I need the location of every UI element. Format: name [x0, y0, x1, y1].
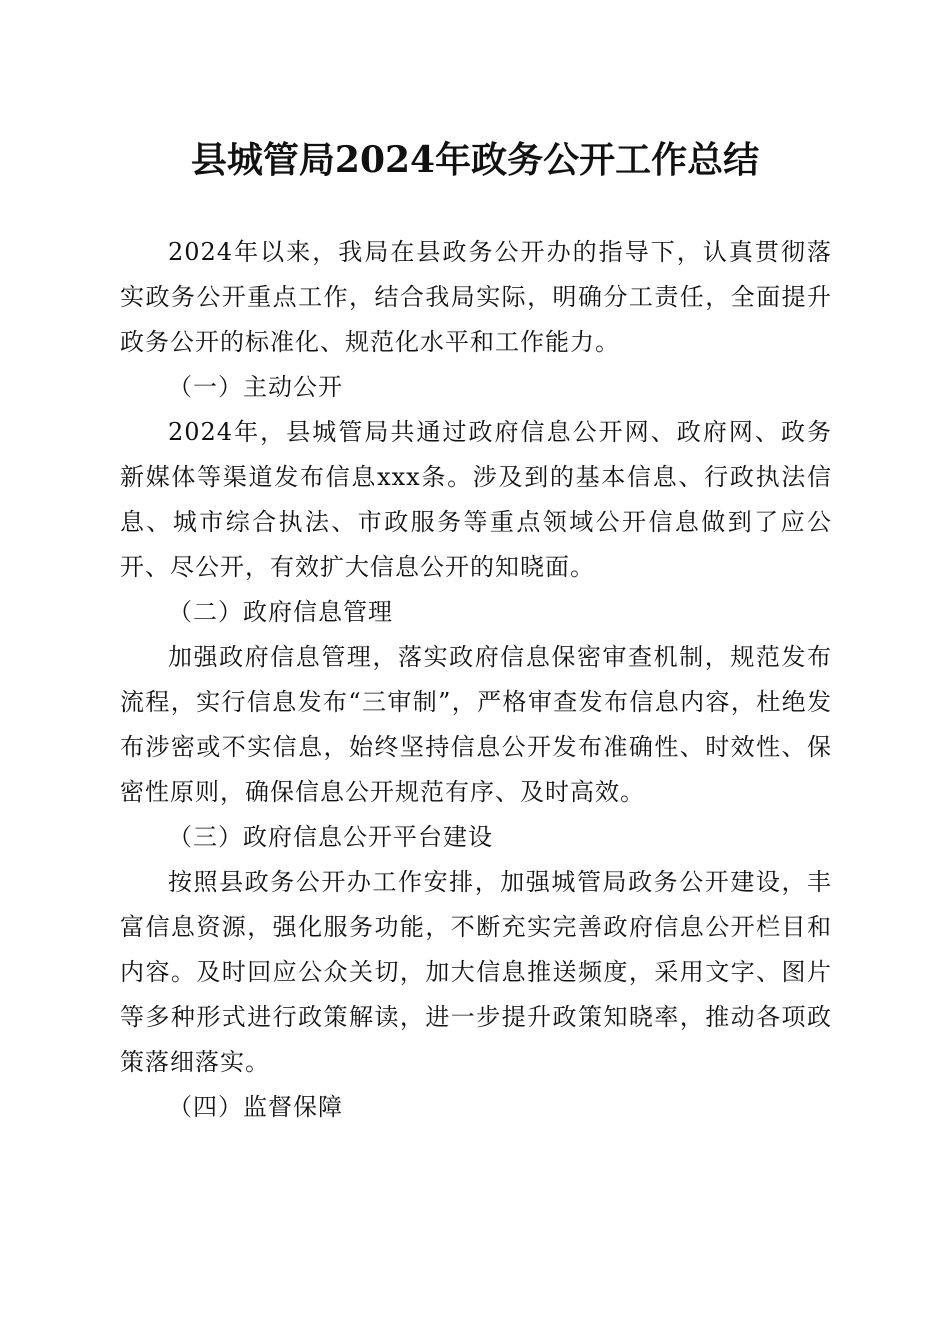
section-paragraph-1: 2024年，县城管局共通过政府信息公开网、政府网、政务新媒体等渠道发布信息xxx条。涉及到的基本信息、行政执法信息、城市综合执法、市政服务等重点领域公开信息做到了应公开、尽公开，有效扩大信息公开的知晓面。	[120, 418, 832, 581]
document-title: 县城管局2024年政务公开工作总结	[190, 139, 760, 181]
intro-paragraph: 2024年以来，我局在县政务公开办的指导下，认真贯彻落实政务公开重点工作，结合我局实际，明确分工责任，全面提升政务公开的标准化、规范化水平和工作能力。	[120, 238, 832, 356]
section-heading-2: （二）政府信息管理	[168, 598, 393, 626]
section-heading-4: （四）监督保障	[168, 1093, 343, 1121]
section-heading-3: （三）政府信息公开平台建设	[168, 823, 493, 851]
document-body	[120, 230, 832, 1130]
section-paragraph-3: 按照县政务公开办工作安排，加强城管局政务公开建设，丰富信息资源，强化服务功能，不断充实完善政府信息公开栏目和内容。及时回应公众关切，加大信息推送频度，采用文字、图片等多种形式进行政策解读，进一步提升政策知晓率，推动各项政策落细落实。	[120, 868, 832, 1076]
section-paragraph-2: 加强政府信息管理，落实政府信息保密审查机制，规范发布流程，实行信息发布“三审制”，严格审查发布信息内容，杜绝发布涉密或不实信息，始终坚持信息公开发布准确性、时效性、保密性原则，确保信息公开规范有序、及时高效。	[120, 643, 832, 806]
section-heading-1: （一）主动公开	[168, 373, 343, 401]
